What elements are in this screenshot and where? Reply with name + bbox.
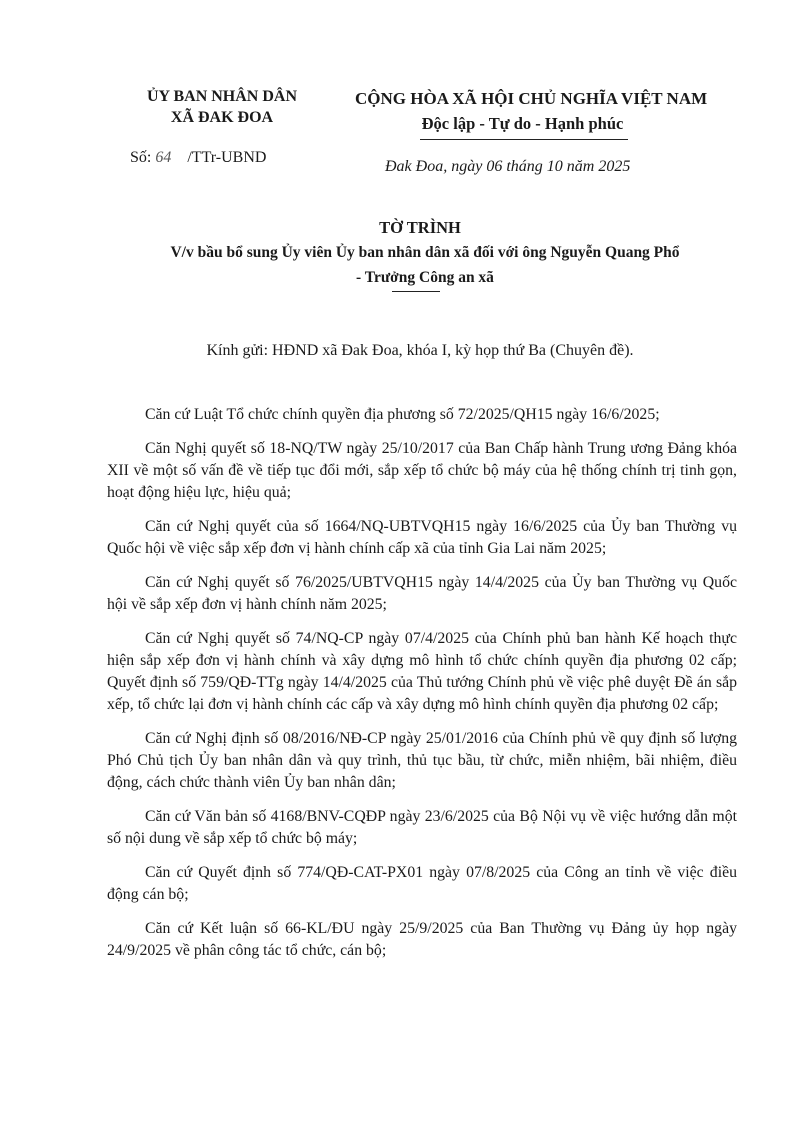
subject-line-1: V/v bầu bổ sung Ủy viên Ủy ban nhân dân xã đối với ông Nguyễn Quang Phổ xyxy=(170,244,680,261)
issuing-agency xyxy=(112,86,332,128)
legal-basis-paragraph: Căn cứ Nghị quyết số 76/2025/UBTVQH15 ngày 14/4/2025 của Ủy ban Thường vụ Quốc hội về sắp xếp đơn vị hành chính năm 2025; xyxy=(107,574,737,613)
subject-underline xyxy=(392,291,440,292)
number-value: 64 xyxy=(155,149,172,166)
number-label: Số: xyxy=(130,149,152,166)
motto-underline xyxy=(420,139,628,140)
legal-basis-paragraph: Căn cứ Văn bản số 4168/BNV-CQĐP ngày 23/6/2025 của Bộ Nội vụ về việc hướng dẫn một số nội dung về sắp xếp tổ chức bộ máy; xyxy=(107,808,737,847)
document-title: TỜ TRÌNH xyxy=(379,218,461,237)
legal-basis-paragraph: Căn cứ Nghị quyết của số 1664/NQ-UBTVQH15 ngày 16/6/2025 của Ủy ban Thường vụ Quốc hội về việc sắp xếp đơn vị hành chính cấp xã của tỉnh Gia Lai năm 2025; xyxy=(107,518,737,557)
agency-line-1: ỦY BAN NHÂN DÂN xyxy=(146,88,298,105)
subject-line-2: - Trưởng Công an xã xyxy=(356,269,494,286)
document-body xyxy=(107,404,737,974)
number-suffix: /TTr-UBND xyxy=(187,149,267,166)
national-header xyxy=(355,86,708,136)
legal-basis-paragraph: Căn cứ Nghị định số 08/2016/NĐ-CP ngày 25/01/2016 của Chính phủ về quy định số lượng Phó Chủ tịch Ủy ban nhân dân và quy trình, thủ tục bầu, từ chức, miễn nhiệm, bãi nhiệm, điều động, cách chức thành viên Ủy ban nhân dân; xyxy=(107,730,737,791)
national-motto: Độc lập - Tự do - Hạnh phúc xyxy=(421,114,624,133)
legal-basis-paragraph: Căn cứ Luật Tổ chức chính quyền địa phương số 72/2025/QH15 ngày 16/6/2025; xyxy=(145,406,660,423)
legal-basis-paragraph: Căn cứ Nghị quyết số 74/NQ-CP ngày 07/4/2025 của Chính phủ ban hành Kế hoạch thực hiện sắp xếp đơn vị hành chính và xây dựng mô hình tổ chức chính quyền địa phương 02 cấp; Quyết định số 759/QĐ-TTg ngày 14/4/2025 của Thủ tướng Chính phủ về việc phê duyệt Đề án sắp xếp, tổ chức lại đơn vị hành chính các cấp và xây dựng mô hình chính quyền địa phương 02 cấp; xyxy=(107,630,737,713)
recipient-line: Kính gửi: HĐND xã Đak Đoa, khóa I, kỳ họp thứ Ba (Chuyên đề). xyxy=(206,342,634,359)
legal-basis-paragraph: Căn Nghị quyết số 18-NQ/TW ngày 25/10/2017 của Ban Chấp hành Trung ương Đảng khóa XII về một số vấn đề về tiếp tục đổi mới, sắp xếp tổ chức bộ máy của hệ thống chính trị tinh gọn, hoạt động hiệu lực, hiệu quả; xyxy=(107,440,737,501)
national-title: CỘNG HÒA XÃ HỘI CHỦ NGHĨA VIỆT NAM xyxy=(355,89,708,108)
legal-basis-paragraph: Căn cứ Quyết định số 774/QĐ-CAT-PX01 ngày 07/8/2025 của Công an tỉnh về việc điều động cán bộ; xyxy=(107,864,737,903)
agency-line-2: XÃ ĐAK ĐOA xyxy=(170,109,274,126)
legal-basis-paragraph: Căn cứ Kết luận số 66-KL/ĐU ngày 25/9/2025 của Ban Thường vụ Đảng ủy họp ngày 24/9/2025 về phân công tác tổ chức, cán bộ; xyxy=(107,920,737,959)
place-date: Đak Đoa, ngày 06 tháng 10 năm 2025 xyxy=(385,158,631,175)
document-number xyxy=(130,149,266,167)
document-subject xyxy=(105,240,745,290)
